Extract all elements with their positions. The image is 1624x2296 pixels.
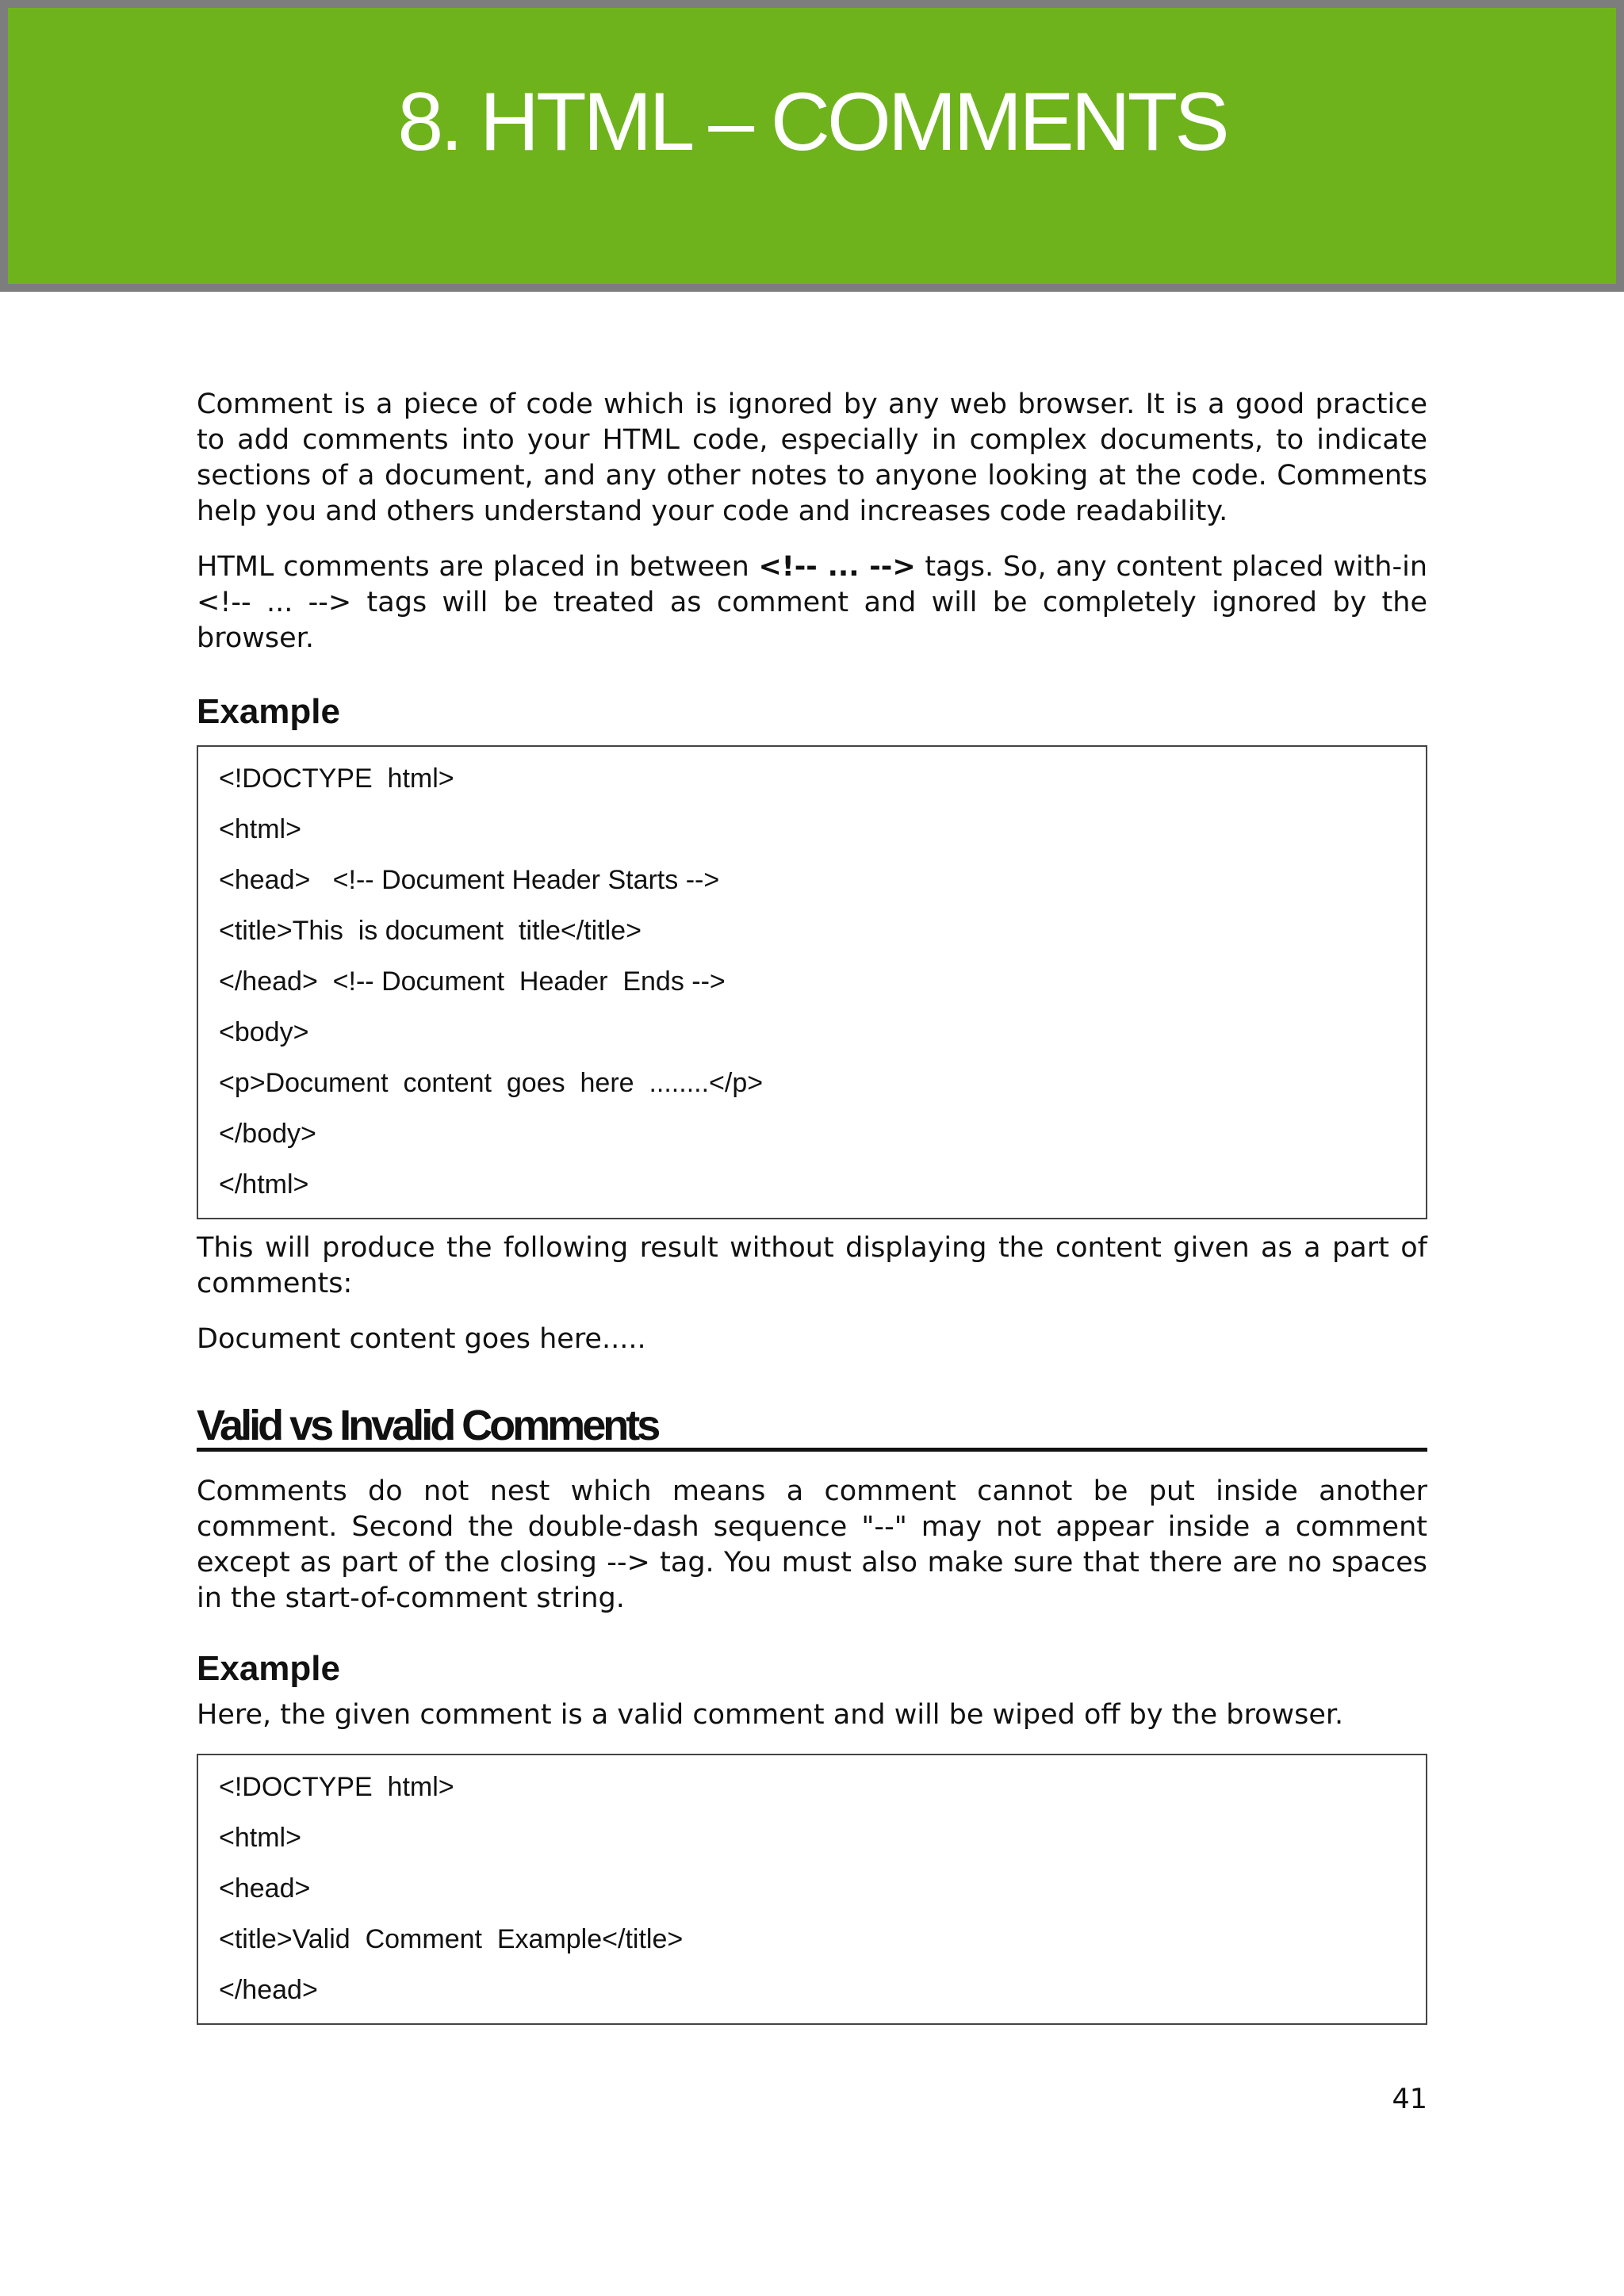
code-line: </head>: [219, 1975, 318, 2005]
code-line: <html>: [219, 1823, 301, 1853]
example-heading: Example: [197, 1649, 340, 1688]
code-line: <!DOCTYPE html>: [219, 763, 454, 794]
code-line: </body>: [219, 1119, 316, 1149]
code-line: <p>Document content goes here ........</p>: [219, 1068, 764, 1098]
code-example-box: [197, 745, 1427, 1219]
code-example-box: [197, 1754, 1427, 2025]
example-intro: Here, the given comment is a valid comment and will be wiped off by the browser.: [197, 1699, 1344, 1731]
syntax-text-after: tags. So, any content placed with-in <!-- ... --> tags will be treated as comment and will be completely ignored by the browser.: [197, 551, 1428, 654]
section-title: Valid vs Invalid Comments: [197, 1403, 1427, 1452]
comment-tag-syntax: <!-- ... -->: [758, 551, 916, 583]
intro-paragraph: Comment is a piece of code which is ignored by any web browser. It is a good practice to add comments into your HTML code, especially in complex documents, to indicate sections of a document, and any other notes to anyone looking at the code. Comments help you and others understand your code and increases code readability.: [197, 388, 1427, 527]
code-line: <!DOCTYPE html>: [219, 1772, 454, 1802]
syntax-text-before: HTML comments are placed in between: [197, 551, 759, 583]
chapter-banner: [0, 0, 1624, 292]
chapter-title: 8. HTML – COMMENTS: [397, 76, 1227, 168]
code-line: <html>: [219, 814, 301, 844]
code-line: <body>: [219, 1017, 309, 1047]
code-line: <title>Valid Comment Example</title>: [219, 1924, 684, 1954]
page-number: 41: [1392, 2084, 1427, 2115]
example-heading: Example: [197, 692, 340, 731]
code-line: </head> <!-- Document Header Ends -->: [219, 966, 726, 997]
section-paragraph: Comments do not nest which means a comment cannot be put inside another comment. Second the double-dash sequence "--" may not appear inside a comment except as part of the closing --> tag. You must also make sure that there are no spaces in the start-of-comment string.: [197, 1475, 1427, 1614]
example-output: Document content goes here.....: [197, 1323, 646, 1355]
result-description: This will produce the following result without displaying the content given as a part of comments:: [197, 1232, 1427, 1299]
code-line: </html>: [219, 1169, 309, 1200]
code-line: <title>This is document title</title>: [219, 916, 642, 946]
comment-syntax-paragraph: [197, 549, 1427, 656]
page-content: [197, 387, 1427, 2025]
code-line: <head>: [219, 1873, 311, 1904]
code-line: <head> <!-- Document Header Starts -->: [219, 865, 720, 895]
